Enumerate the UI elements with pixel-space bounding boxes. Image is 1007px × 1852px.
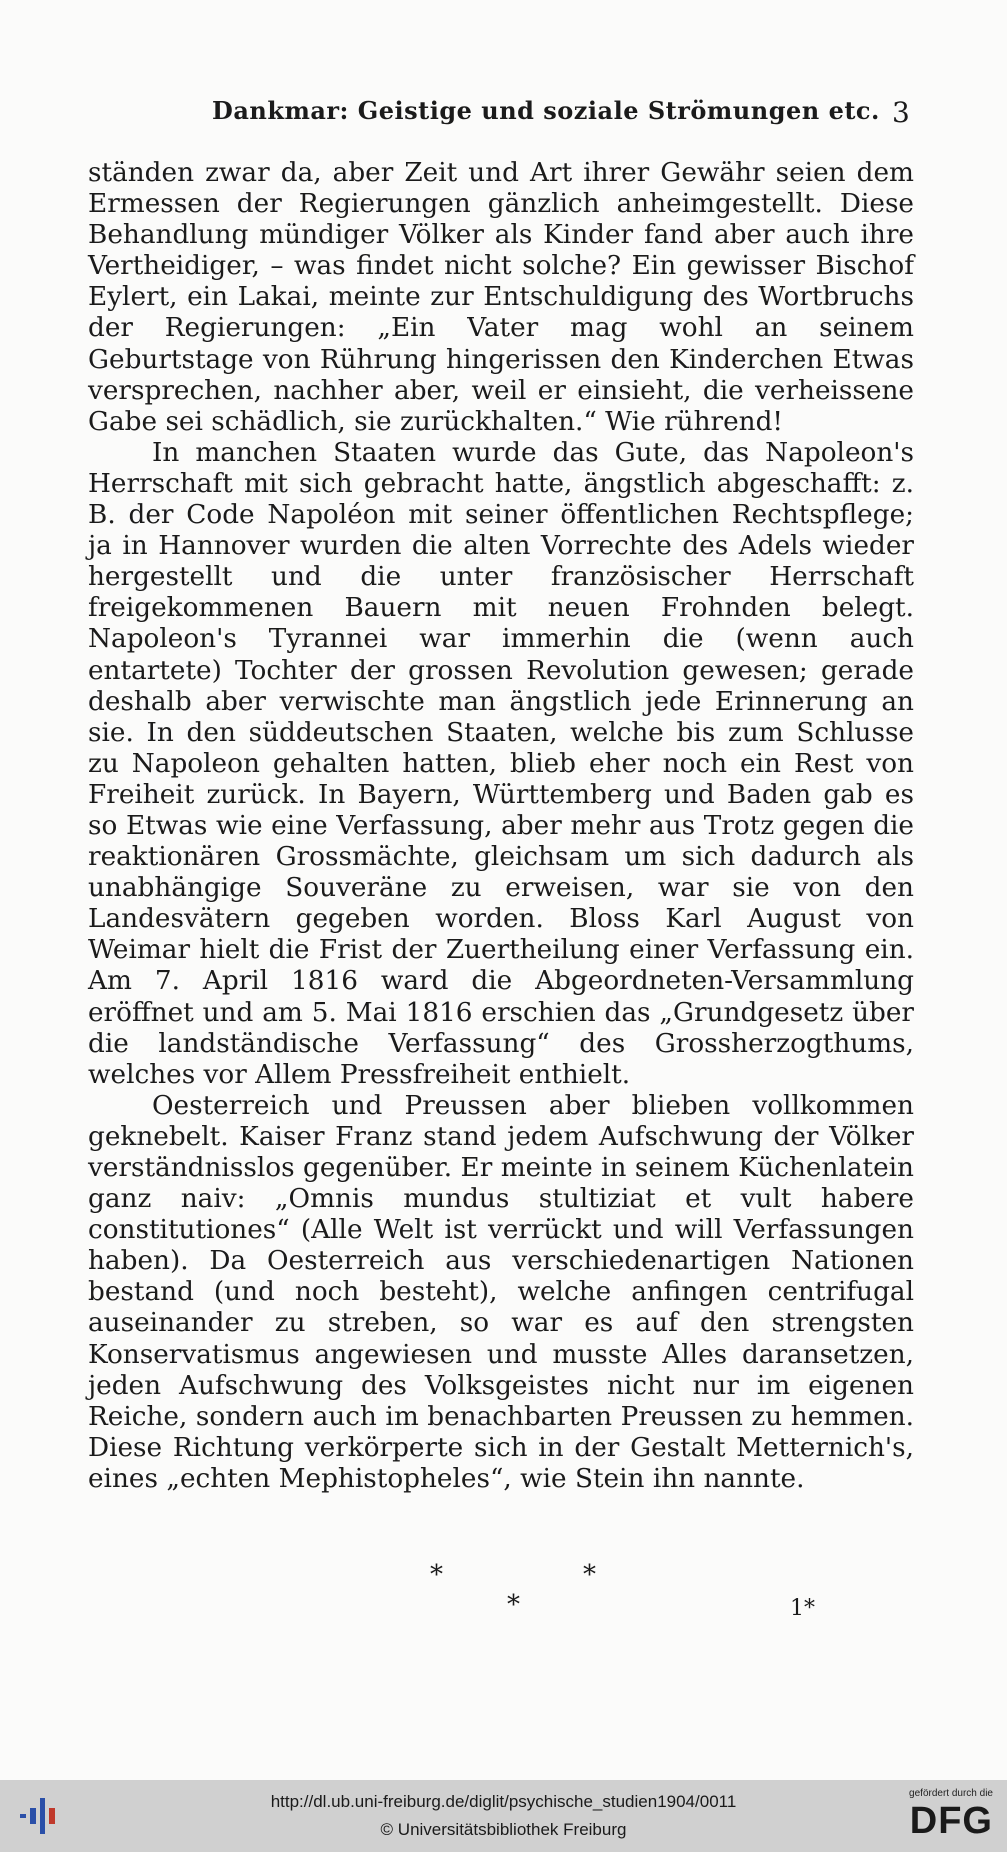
body-text	[88, 158, 914, 1495]
separator-star: *	[507, 1590, 520, 1620]
paragraph-3: Oesterreich und Preussen aber blieben vollkommen geknebelt. Kaiser Franz stand jedem Aufschwung der Völker verständnisslos gegenüber. Er meinte in seinem Küchenlatein ganz naiv: „Omnis mundus stultiziat et vult habere constitutiones“ (Alle Welt ist verrückt und will Verfassungen haben). Da Oesterreich aus verschiedenartigen Nationen bestand (und noch besteht), welche anfingen centrifugal auseinander zu streben, so war es auf den strengsten Konservatismus angewiesen und musste Alles daransetzen, jeden Aufschwung des Volksgeistes nicht nur im eigenen Reiche, sondern auch im benachbarten Preussen zu hemmen. Diese Richtung verkörperte sich in der Gestalt Metternich's, eines „echten Mephistopheles“, wie Stein ihn nannte.	[88, 1090, 914, 1494]
signature-mark: 1*	[790, 1596, 815, 1621]
paragraph-2: In manchen Staaten wurde das Gute, das Napoleon's Herrschaft mit sich gebracht hatte, ängstlich abgeschafft: z. B. der Code Napoléon mit seiner öffentlichen Rechtspflege; ja in Hannover wurden die alten Vorrechte des Adels wieder hergestellt und die unter französischer Herrschaft freigekommenen Bauern mit neuen Frohnden belegt. Napoleon's Tyrannei war immerhin die (wenn auch entartete) Tochter der grossen Revolution gewesen; gerade deshalb aber verwischte man ängstlich jede Erinnerung an sie. In den süddeutschen Staaten, welche bis zum Schlusse zu Napoleon gehalten hatten, blieb eher noch ein Rest von Freiheit zurück. In Bayern, Württemberg und Baden gab es so Etwas wie eine Verfassung, aber mehr aus Trotz gegen die reaktionären Grossmächte, gleichsam um sich dadurch als unabhängige Souveräne zu erweisen, war sie von den Landesvätern gegeben worden. Bloss Karl August von Weimar hielt die Frist der Zuertheilung einer Verfassung ein. Am 7. April 1816 ward die Abgeordneten-Versammlung eröffnet und am 5. Mai 1816 erschien das „Grundgesetz über die landständische Verfassung“ des Grossherzogthums, welches vor Allem Pressfreiheit enthielt.	[88, 437, 914, 1090]
paragraph-1: ständen zwar da, aber Zeit und Art ihrer Gewähr seien dem Ermessen der Regierungen gänzlich anheimgestellt. Diese Behandlung mündiger Völker als Kinder fand aber auch ihre Vertheidiger, – was findet nicht solche? Ein gewisser Bischof Eylert, ein Lakai, meinte zur Entschuldigung des Wortbruchs der Regierungen: „Ein Vater mag wohl an seinem Geburtstage von Rührung hingerissen den Kinderchen Etwas versprechen, nachher aber, weil er einsieht, die verheissene Gabe sei schädlich, sie zurückhalten.“ Wie rührend!	[88, 158, 914, 437]
page-number: 3	[892, 96, 910, 129]
separator-star: *	[430, 1560, 443, 1590]
dfg-logo	[883, 1788, 993, 1848]
dfg-caption: gefördert durch die	[909, 1788, 993, 1799]
document-url[interactable]: http://dl.ub.uni-freiburg.de/diglit/psychische_studien1904/0011	[270, 1792, 737, 1811]
copyright-notice: © Universitätsbibliothek Freiburg	[380, 1820, 627, 1839]
separator-star: *	[583, 1560, 596, 1590]
running-title: Dankmar: Geistige und soziale Strömungen etc.	[212, 96, 880, 125]
dfg-logo-text: DFG	[909, 1800, 993, 1842]
footer-bar	[0, 1780, 1007, 1852]
